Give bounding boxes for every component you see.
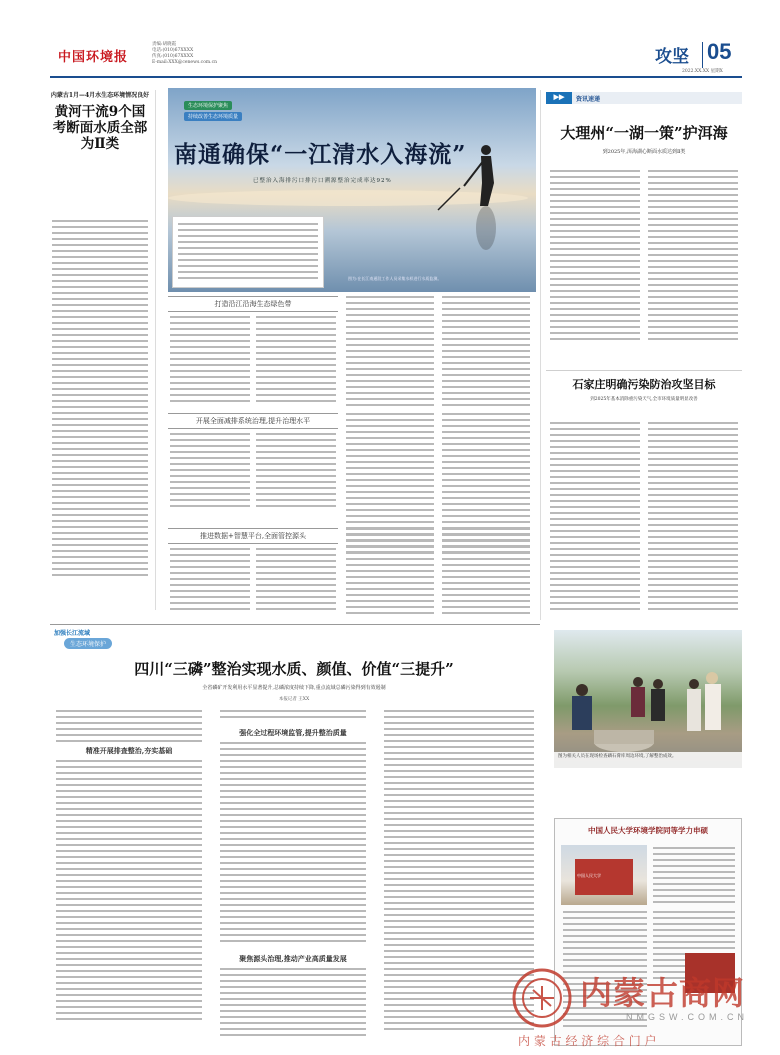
sichuan-article bbox=[50, 628, 538, 1048]
nantong-feature bbox=[158, 88, 536, 620]
advert-title: 中国人民大学环境学院同等学力申硕 bbox=[588, 826, 708, 835]
sichuan-tag bbox=[54, 628, 112, 649]
sichuan-photo bbox=[554, 630, 742, 768]
section-rule bbox=[50, 624, 540, 625]
body-text bbox=[256, 548, 336, 614]
building-sign: 中国人民大学 bbox=[577, 873, 601, 878]
body-text bbox=[346, 528, 434, 618]
masthead bbox=[42, 38, 742, 78]
tag-primary: 生态环境保护聚焦 bbox=[184, 101, 232, 110]
body-text bbox=[220, 742, 366, 946]
watermark-logo-icon bbox=[510, 966, 574, 1030]
body-text bbox=[442, 296, 530, 410]
photo-caption: 图为相关人员在现场检查磷石膏库周边环境,了解整治成效。 bbox=[558, 754, 677, 759]
dali-headline: 大理州“一湖一策”护洱海 bbox=[560, 124, 728, 142]
inspection-scene bbox=[554, 630, 742, 768]
body-text bbox=[170, 433, 250, 511]
column-rule bbox=[540, 90, 541, 620]
article-body bbox=[52, 220, 148, 580]
badge-label: 资讯速递 bbox=[576, 96, 601, 103]
advert-text bbox=[653, 847, 735, 907]
body-text bbox=[346, 296, 434, 410]
photo-caption: 图为:在长江南通段工作人员采集水样进行水质监测。 bbox=[348, 276, 442, 281]
sichuan-headline: 四川“三磷”整治实现水质、颜值、价值“三提升” bbox=[134, 660, 454, 678]
newspaper-logo: 中国环境报 bbox=[58, 50, 129, 65]
tag-primary: 加强长江流域 bbox=[54, 630, 91, 637]
body-text bbox=[648, 422, 738, 614]
news-badge bbox=[546, 92, 742, 104]
body-text bbox=[648, 170, 738, 344]
tag-secondary: 生态环境保护 bbox=[64, 638, 112, 649]
body-text bbox=[220, 968, 366, 1040]
body-text bbox=[170, 316, 250, 406]
nantong-headline: 南通确保“一江清水入海流” bbox=[174, 141, 467, 168]
body-text bbox=[56, 710, 202, 746]
shijiazhuang-article bbox=[546, 376, 742, 626]
body-text bbox=[56, 760, 202, 1024]
subsection-heading: 开展全面减排系统治理,提升治理水平 bbox=[168, 413, 338, 429]
date-text: 2022.XX.XX bbox=[682, 69, 710, 74]
left-article bbox=[50, 92, 150, 602]
info-line: 传真:(010)67XXXX bbox=[152, 54, 194, 59]
body-text bbox=[170, 548, 250, 614]
tag-secondary: 持续改善生态环境质量 bbox=[184, 112, 242, 121]
page-number: 05 bbox=[707, 39, 732, 64]
badge-icon: ▶▶ bbox=[546, 92, 572, 104]
subsection-heading: 打造沿江沿海生态绿色带 bbox=[168, 296, 338, 312]
dali-subhead: 到2025年,洱海湖心断面水质达到Ⅱ类 bbox=[602, 149, 686, 155]
weekday-text: 星期X bbox=[710, 69, 723, 74]
issue-date bbox=[682, 68, 723, 74]
info-line: 责编:胡晓霞 bbox=[152, 42, 177, 47]
body-text bbox=[256, 316, 336, 406]
section-tag bbox=[184, 92, 242, 121]
column-rule bbox=[155, 90, 156, 610]
sichuan-subhead: 全省磷矿开发利用水平显著提升,总磷浓度持续下降,重点流域总磷污染得到有效遏制 bbox=[202, 685, 386, 691]
subsection-heading: 聚焦源头治理,推动产业高质量发展 bbox=[239, 954, 347, 963]
section-divider bbox=[702, 42, 703, 68]
watermark-brand: 内蒙古商网 bbox=[580, 974, 746, 1012]
body-text bbox=[442, 528, 530, 618]
body-text bbox=[550, 170, 640, 344]
subsection-heading: 推进数据+智慧平台,全面管控源头 bbox=[168, 528, 338, 544]
site-watermark bbox=[510, 960, 776, 1052]
watermark-tagline: 内 蒙 古 经 济 综 合 门 户 bbox=[518, 1034, 657, 1048]
body-text bbox=[220, 710, 366, 722]
nantong-subhead: 已整治入海排污口排污口溯源整治完成率达92% bbox=[253, 178, 392, 184]
dali-article bbox=[546, 92, 742, 362]
sichuan-byline: 本报记者 王XX bbox=[278, 697, 310, 702]
section-rule bbox=[546, 370, 742, 371]
article-kicker: 内蒙古1月—4月水生态环境情况良好 bbox=[50, 92, 150, 99]
sjz-subhead: 到2025年基本消除重污染天气,全市环境质量明显改善 bbox=[590, 397, 698, 402]
article-headline: 黄河干流9个国考断面水质全部为Ⅱ类 bbox=[52, 104, 148, 152]
section-title: 攻坚 bbox=[655, 47, 689, 67]
watermark-domain: NMGSW.COM.CN bbox=[626, 1012, 748, 1022]
sjz-headline: 石家庄明确污染防治攻坚目标 bbox=[572, 378, 716, 391]
masthead-info bbox=[152, 42, 262, 66]
photo-caption-box bbox=[554, 752, 742, 768]
intro-box bbox=[172, 216, 324, 288]
subsection-heading: 精准开展排查整治,夯实基础 bbox=[85, 746, 173, 755]
intro-text bbox=[178, 223, 318, 283]
masthead-rule bbox=[50, 76, 742, 78]
body-text bbox=[256, 433, 336, 511]
advert-photo bbox=[561, 845, 647, 905]
info-line: E-mail:XXX@cenews.com.cn bbox=[152, 60, 218, 65]
body-text bbox=[550, 422, 640, 614]
info-line: 电话:(010)67XXXX bbox=[152, 48, 194, 53]
subsection-heading: 强化全过程环境监管,提升整治质量 bbox=[239, 728, 347, 737]
